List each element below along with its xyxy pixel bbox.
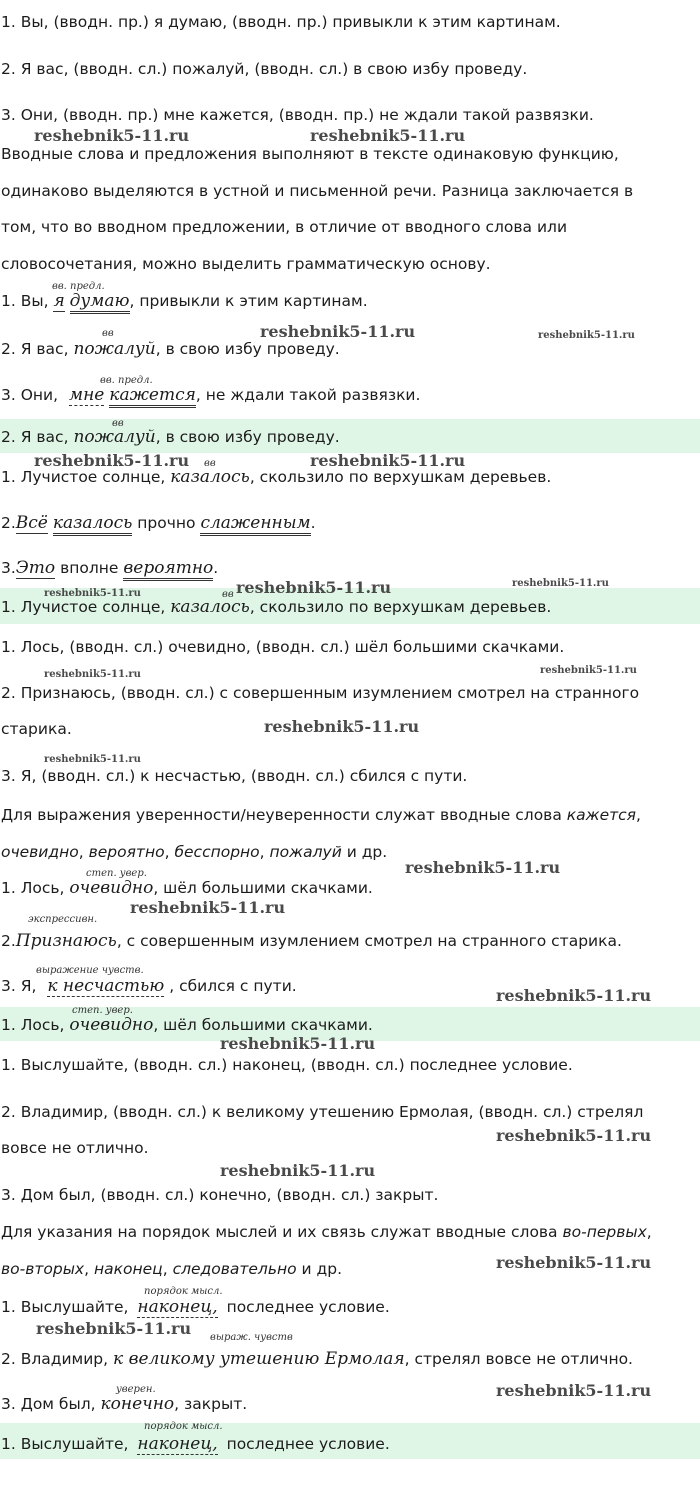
watermark: reshebnik5-11.ru (496, 1126, 652, 1145)
grammar-note: степ. увер. (86, 868, 147, 879)
parsed-word: пожалуй (73, 427, 156, 447)
grammar-note: выраж. чувств (210, 1332, 293, 1343)
grammar-note: вв. предл. (52, 281, 105, 292)
watermark: reshebnik5-11.ru (496, 1253, 652, 1272)
explanation-line: словосочетания, можно выделить грамматическую основу. (1, 255, 491, 273)
parsed-word: кажется (109, 385, 196, 408)
watermark: reshebnik5-11.ru (236, 578, 392, 597)
explanation-line: том, что во вводном предложении, в отличие от вводного слова или (1, 218, 568, 236)
watermark: reshebnik5-11.ru (496, 986, 652, 1005)
watermark: reshebnik5-11.ru (130, 898, 286, 917)
watermark: reshebnik5-11.ru (44, 669, 141, 680)
explanation-line: во-вторых, наконец, следовательно и др. (1, 1260, 343, 1278)
watermark: reshebnik5-11.ru (36, 1319, 192, 1338)
grammar-note: экспрессивн. (28, 914, 98, 925)
sentence-2: 2. Владимир, (вводн. сл.) к великому утешению Ермолая, (вводн. сл.) стрелял (1, 1103, 644, 1121)
sentence-3: 3. Они, (вводн. пр.) мне кажется, (вводн. пр.) не ждали такой развязки. (1, 106, 594, 124)
parsed-word: слаженным (200, 513, 310, 536)
explanation-line: Вводные слова и предложения выполняют в тексте одинаковую функцию, (1, 145, 619, 163)
explanation-line: одинаково выделяются в устной и письменной речи. Разница заключается в (1, 182, 634, 200)
sentence-1: 1. Лось, (вводн. сл.) очевидно, (вводн. сл.) шёл большими скачками. (1, 638, 565, 656)
watermark: reshebnik5-11.ru (44, 588, 141, 599)
sentence-3: 3. Я, (вводн. сл.) к несчастью, (вводн. сл.) сбился с пути. (1, 767, 468, 785)
answer-line: 1. Лучистое солнце, казалось, скользило по верхушкам деревьев. (1, 597, 552, 617)
analysis-sentence-3: 3.Это вполне вероятно. (1, 558, 218, 578)
analysis-sentence-3: 3. Они, мне кажется, не ждали такой развязки. (1, 385, 420, 405)
grammar-note: вв (204, 458, 216, 469)
grammar-note: вв (102, 328, 114, 339)
watermark: reshebnik5-11.ru (260, 322, 416, 341)
parsed-word: думаю (70, 291, 130, 314)
watermark: reshebnik5-11.ru (220, 1161, 376, 1180)
parsed-word: наконец, (137, 1297, 218, 1317)
grammar-note: уверен. (116, 1384, 156, 1395)
sentence-2: 2. Я вас, (вводн. сл.) пожалуй, (вводн. сл.) в свою избу проведу. (1, 60, 528, 78)
analysis-sentence-1: 1. Лось, очевидно, шёл большими скачками. (1, 878, 373, 898)
grammar-note: вв. предл. (100, 375, 153, 386)
sentence-1: 1. Вы, (вводн. пр.) я думаю, (вводн. пр.) привыкли к этим картинам. (1, 13, 561, 31)
watermark: reshebnik5-11.ru (310, 126, 466, 145)
analysis-sentence-2: 2.Всё казалось прочно слаженным. (1, 513, 316, 533)
parsed-word: очевидно (69, 1015, 154, 1035)
grammar-note: вв (222, 589, 234, 600)
watermark: reshebnik5-11.ru (44, 754, 141, 765)
grammar-note: выражение чувств. (36, 965, 144, 976)
parsed-word: вероятно (123, 558, 213, 581)
watermark: reshebnik5-11.ru (310, 451, 466, 470)
explanation-line: Для указания на порядок мыслей и их связь служат вводные слова во-первых, (1, 1223, 652, 1241)
parsed-word: очевидно (69, 878, 154, 898)
watermark: reshebnik5-11.ru (540, 665, 637, 676)
answer-line: 1. Выслушайте, наконец, последнее условие. (1, 1434, 390, 1454)
parsed-word: конечно (100, 1394, 175, 1414)
parsed-word: Признаюсь (15, 931, 117, 951)
watermark: reshebnik5-11.ru (405, 858, 561, 877)
parsed-word: к несчастью (47, 976, 165, 996)
watermark: reshebnik5-11.ru (538, 330, 635, 341)
explanation-line: очевидно, вероятно, бесспорно, пожалуй и др. (1, 843, 388, 861)
watermark: reshebnik5-11.ru (34, 126, 190, 145)
analysis-sentence-3: 3. Я, к несчастью , сбился с пути. (1, 976, 297, 996)
parsed-word: пожалуй (73, 339, 156, 359)
parsed-word: к великому утешению Ермолая (113, 1349, 405, 1369)
answer-line: 2. Я вас, пожалуй, в свою избу проведу. (1, 427, 340, 447)
analysis-sentence-1: 1. Вы, я думаю, привыкли к этим картинам. (1, 291, 368, 311)
parsed-word: казалось (170, 467, 250, 487)
sentence-1: 1. Выслушайте, (вводн. сл.) наконец, (вводн. сл.) последнее условие. (1, 1056, 573, 1074)
parsed-word: Это (15, 558, 56, 578)
analysis-sentence-1: 1. Выслушайте, наконец, последнее условие. (1, 1297, 390, 1317)
grammar-note: порядок мысл. (144, 1421, 223, 1432)
analysis-sentence-3: 3. Дом был, конечно, закрыт. (1, 1394, 248, 1414)
watermark: reshebnik5-11.ru (34, 451, 190, 470)
grammar-note: вв (112, 418, 124, 429)
answer-line: 1. Лось, очевидно, шёл большими скачками. (1, 1015, 373, 1035)
parsed-word: казалось (170, 597, 250, 617)
grammar-note: степ. увер. (72, 1005, 133, 1016)
parsed-word: мне (69, 385, 105, 405)
analysis-sentence-2: 2. Я вас, пожалуй, в свою избу проведу. (1, 339, 340, 359)
parsed-word: казалось (53, 513, 133, 536)
parsed-word: Всё (15, 513, 48, 533)
grammar-note: порядок мысл. (144, 1286, 223, 1297)
watermark: reshebnik5-11.ru (512, 578, 609, 589)
parsed-word: наконец, (137, 1434, 218, 1454)
watermark: reshebnik5-11.ru (220, 1034, 376, 1053)
analysis-sentence-2: 2.Признаюсь, с совершенным изумлением смотрел на странного старика. (1, 931, 622, 951)
analysis-sentence-2: 2. Владимир, к великому утешению Ермолая, стрелял вовсе не отлично. (1, 1349, 633, 1369)
sentence-2: 2. Признаюсь, (вводн. сл.) с совершенным изумлением смотрел на странного (1, 684, 640, 702)
explanation-line: Для выражения уверенности/неуверенности служат вводные слова кажется, (1, 806, 641, 824)
parsed-word: я (53, 291, 65, 311)
sentence-2-continued: вовсе не отлично. (1, 1139, 149, 1157)
analysis-sentence-1: 1. Лучистое солнце, казалось, скользило по верхушкам деревьев. (1, 467, 552, 487)
sentence-2-continued: старика. (1, 720, 72, 738)
watermark: reshebnik5-11.ru (496, 1381, 652, 1400)
watermark: reshebnik5-11.ru (264, 717, 420, 736)
sentence-3: 3. Дом был, (вводн. сл.) конечно, (вводн. сл.) закрыт. (1, 1186, 439, 1204)
